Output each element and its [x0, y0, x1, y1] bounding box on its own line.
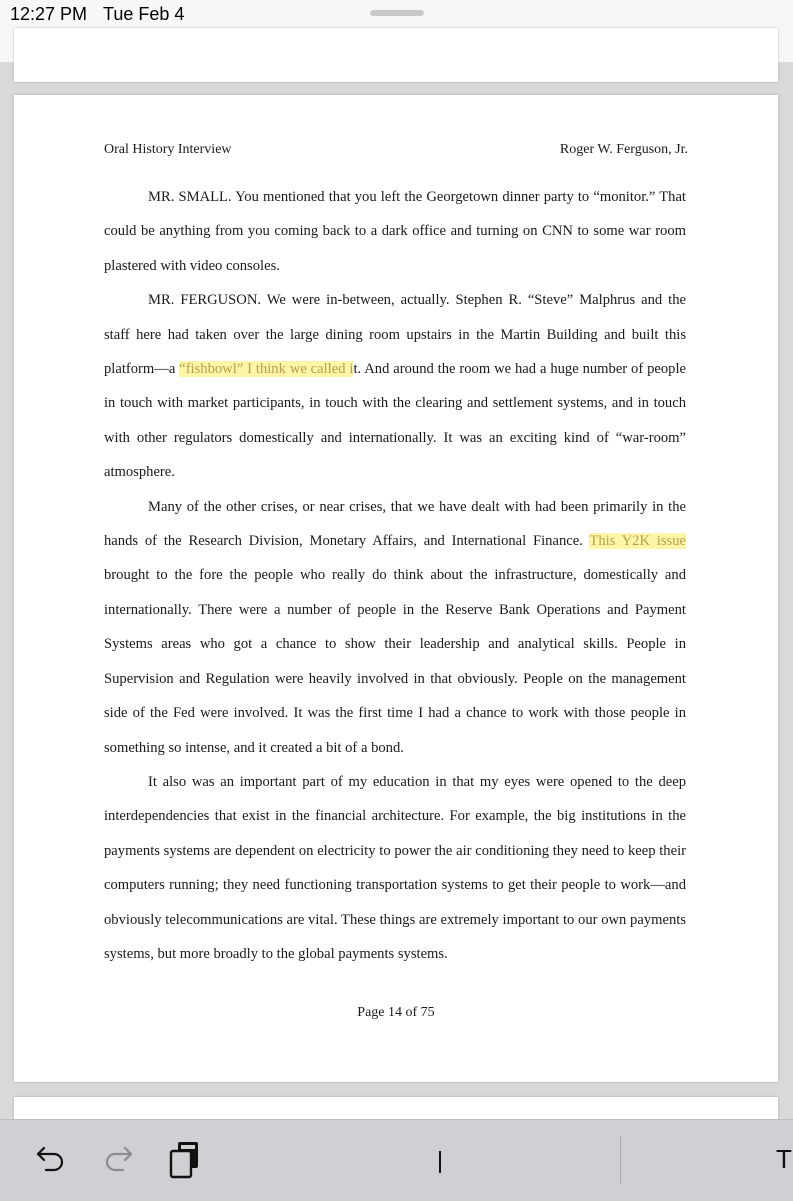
page-footer: Page 14 of 75: [357, 1005, 435, 1020]
paragraph-4: [104, 765, 686, 971]
page-header: [104, 142, 688, 158]
header-right: Roger W. Ferguson, Jr.: [559, 142, 688, 157]
header-left: Oral History Interview: [104, 142, 232, 157]
paragraph-1-text: MR. SMALL. You mentioned that you left the Georgetown dinner party to “monitor.” That could be anything from you coming back to a dark office and turning on CNN to some war room plastered with video consoles.: [104, 189, 686, 274]
toolbar-divider: [620, 1136, 621, 1184]
bottom-toolbar: [0, 1119, 793, 1201]
status-time: 12:27 PM: [10, 4, 88, 24]
status-date: Tue Feb 4: [103, 4, 185, 24]
highlight-fishbowl[interactable]: “fishbowl” I think we called i: [179, 361, 354, 378]
paragraph-2-text-a: MR. FERGUSON. We were in-between, actually. Stephen R. “Steve” Malphrus and the staff here had taken over the large dining room upstairs in the Martin Building and built this platform—a: [104, 292, 686, 378]
redo-icon[interactable]: [101, 1142, 135, 1181]
paragraph-4-text: It also was an important part of my education in that my eyes were opened to the deep interdependencies that exist in the financial architecture. For example, the big institutions in the payments systems are dependent on electricity to power the air conditioning they need to keep their computers running; they need functioning transportation systems to get their people to work—and obviously telecommunications are vital. These things are extremely important to our own payments systems, but more broadly to the global payments systems.: [104, 773, 686, 962]
paragraph-2-text-b: t. And around the room we had a huge number of people in touch with market participants, in touch with the clearing and settlement systems, and in touch with other regulators domestically and internationally. It was an exciting kind of “war-room” atmosphere.: [104, 361, 686, 481]
paragraph-3-text-b: brought to the fore the people who really do think about the infrastructure, domestically and internationally. There were a number of people in the Reserve Bank Operations and Payment Systems areas who got a chance to show their leadership and analytical skills. People in Supervision and Regulation were heavily involved in that obviously. People on the management side of the Fed were involved. It was the first time I had a chance to work with those people in something so intense, and it created a bit of a bond.: [104, 567, 686, 756]
multitasking-grabber[interactable]: [370, 10, 424, 16]
text-cursor: [439, 1151, 441, 1173]
document-page: [14, 95, 778, 1082]
previous-page: [14, 28, 778, 82]
text-format-button[interactable]: T: [776, 1144, 792, 1174]
paragraph-2: [104, 283, 686, 489]
undo-icon[interactable]: [34, 1142, 68, 1181]
paragraph-3-text-a: Many of the other crises, or near crises, that we have dealt with had been primarily in the hands of the Research Division, Monetary Affairs, and International Finance.: [104, 498, 686, 550]
document-body: [104, 180, 686, 971]
clipboard-icon[interactable]: [166, 1139, 204, 1186]
paragraph-1: [104, 180, 686, 283]
paragraph-3: [104, 490, 686, 765]
highlight-y2k[interactable]: This Y2K issue: [589, 533, 686, 550]
